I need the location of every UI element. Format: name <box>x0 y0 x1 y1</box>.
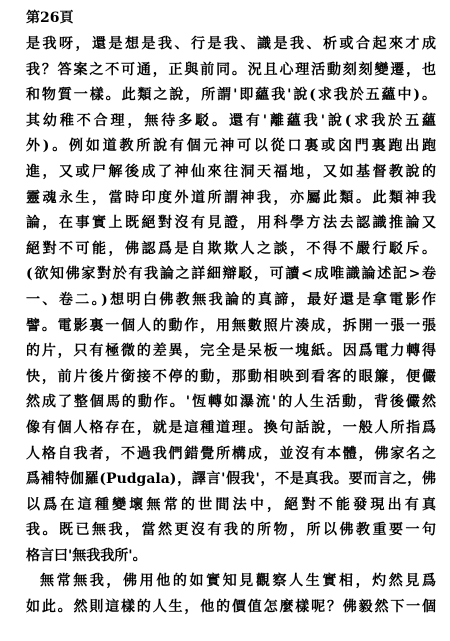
text-line: (欲知佛家對於有我論之詳細辯駁，可讀<成唯識論述記>卷 <box>26 266 436 283</box>
text-line: 外)。例如道教所說有個元神可以從口裏或囟門裏跑出跑 <box>26 138 436 155</box>
text-line: 我。既已無我，當然更沒有我的所物，所以佛教重要一句 <box>26 522 436 539</box>
text-line: 一、卷二。)想明白佛教無我論的真諦，最好還是拿電影作 <box>26 291 436 308</box>
text-line: 以爲在這種變壞無常的世間法中，絕對不能發現出有真 <box>26 496 436 513</box>
text-line: 快，前片後片銜接不停的動，那動相映到看客的眼簾，便儼 <box>26 368 436 385</box>
text-line: 的片，只有極微的差異，完全是呆板一塊紙。因爲電力轉得 <box>26 343 436 360</box>
body-text <box>26 32 436 621</box>
page-number: 第26頁 <box>26 10 74 26</box>
paragraph-end-line: 格言曰'無我我所'。 <box>26 547 147 564</box>
text-line: 是我呀，還是想是我、行是我、識是我、析或合起來才成 <box>26 36 436 52</box>
text-line: 論，在事實上既絕對沒有見證，用科學方法去認識推論又 <box>26 215 436 232</box>
text-line: 如此。然則這樣的人生，他的價值怎麼樣呢？佛毅然下一個 <box>26 599 436 616</box>
text-line: 像有個人格存在，就是這種道理。換句話說，一般人所指爲 <box>26 419 436 436</box>
text-line: 靈魂永生，當時印度外道所謂神我，亦屬此類。此類神我 <box>26 189 436 206</box>
text-line: 和物質一樣。此類之說，所謂'即蘊我'說(求我於五蘊中)。 <box>26 87 436 104</box>
text-line: 人格自我者，不過我們錯覺所構成，並沒有本體，佛家名之 <box>26 445 436 462</box>
text-line: 譬。電影裏一個人的動作，用無數照片湊成，拆開一張一張 <box>26 317 436 334</box>
text-line: 我？答案之不可通，正與前同。況且心理活動刻刻變遷，也 <box>26 61 436 78</box>
text-line: 爲補特伽羅(Pudgala)，譯言'假我'，不是真我。要而言之，佛 <box>26 471 436 488</box>
paragraph-start-line: 無常無我，佛用他的如實知見觀察人生實相，灼然見爲 <box>40 573 436 590</box>
text-line: 進，又或尸解後成了神仙來往洞天福地，又如基督教說的 <box>26 163 436 180</box>
text-line: 絕對不可能，佛認爲是自欺欺人之談，不得不嚴行駁斥。 <box>26 240 436 257</box>
text-line: 其幼稚不合理，無待多駁。還有'離蘊我'說(求我於五蘊 <box>26 112 436 129</box>
text-line: 然成了整個馬的動作。'恆轉如瀑流'的人生活動，背後儼然 <box>26 394 436 411</box>
